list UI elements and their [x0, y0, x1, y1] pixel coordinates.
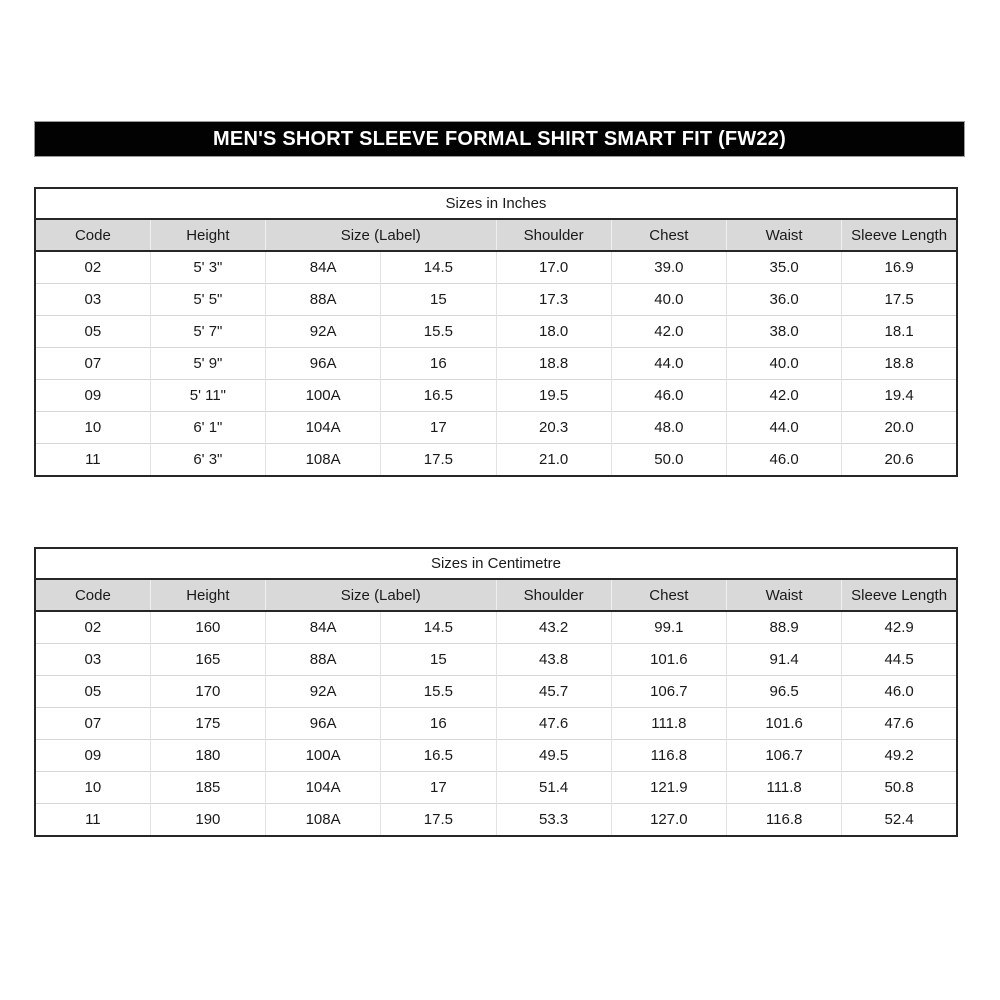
- table-cell: 18.1: [842, 316, 957, 348]
- table-cell: 111.8: [611, 708, 726, 740]
- table-cell: 09: [35, 740, 150, 772]
- table-cell: 51.4: [496, 772, 611, 804]
- table-cell: 104A: [266, 412, 381, 444]
- table-title-inches: Sizes in Inches: [35, 188, 957, 219]
- table-cell: 49.2: [842, 740, 957, 772]
- table-cell: 101.6: [611, 644, 726, 676]
- sizes-in-centimetre-table: [34, 547, 958, 837]
- table-cell: 14.5: [381, 611, 496, 644]
- product-title: MEN'S SHORT SLEEVE FORMAL SHIRT SMART FIT (FW22): [213, 127, 786, 150]
- col-header-chest: Chest: [611, 579, 726, 611]
- table-row: [35, 644, 957, 676]
- table-cell: 03: [35, 644, 150, 676]
- table-cell: 03: [35, 284, 150, 316]
- col-header-sleeve-length: Sleeve Length: [842, 579, 957, 611]
- col-header-code: Code: [35, 219, 150, 251]
- table-cell: 42.0: [727, 380, 842, 412]
- col-header-height: Height: [150, 219, 265, 251]
- table-cell: 96.5: [727, 676, 842, 708]
- table-cell: 180: [150, 740, 265, 772]
- table-cell: 02: [84, 619, 102, 636]
- table-cell: 17.3: [496, 284, 611, 316]
- table-title-row: [35, 548, 957, 579]
- table-cell: 100A: [266, 740, 381, 772]
- table-row: [35, 380, 957, 412]
- table-row: [35, 444, 957, 477]
- table-cell: 92A: [266, 676, 381, 708]
- table-row: [35, 412, 957, 444]
- table-cell: 165: [150, 644, 265, 676]
- table-cell: 6' 3": [150, 444, 265, 477]
- table-cell: 15: [381, 284, 496, 316]
- table-cell: 49.5: [496, 740, 611, 772]
- table-cell: 47.6: [842, 708, 957, 740]
- table-cell: 104A: [266, 772, 381, 804]
- table-row: [35, 251, 957, 284]
- table-cell: 15.5: [381, 316, 496, 348]
- col-header-size-label: Size (Label): [266, 219, 497, 251]
- table-cell: 20.6: [842, 444, 957, 477]
- table-cell: 05: [35, 676, 150, 708]
- table-cell: 50.8: [842, 772, 957, 804]
- col-header-waist: Waist: [727, 219, 842, 251]
- table-cell: 21.0: [496, 444, 611, 477]
- table-title-row: [35, 188, 957, 219]
- table-cell: 15: [381, 644, 496, 676]
- table-cell: 40.0: [727, 348, 842, 380]
- table-cell: 116.8: [611, 740, 726, 772]
- table-cell: 46.0: [727, 444, 842, 477]
- table-cell: 48.0: [611, 412, 726, 444]
- table-cell: 43.8: [496, 644, 611, 676]
- table-cell: 53.3: [496, 804, 611, 837]
- table-cell: 111.8: [727, 772, 842, 804]
- table-cell: 44.5: [842, 644, 957, 676]
- table-cell: 46.0: [842, 676, 957, 708]
- table-cell: 17.5: [381, 804, 496, 837]
- table-cell: 5' 3": [150, 251, 265, 284]
- table-row: [35, 611, 957, 644]
- table-cell: 5' 11": [150, 380, 265, 412]
- col-header-code: Code: [35, 579, 150, 611]
- table-cell: 16.5: [381, 740, 496, 772]
- table-cell: 96A: [266, 708, 381, 740]
- table-cell: 10: [35, 772, 150, 804]
- table-cell: 52.4: [842, 804, 957, 837]
- table-cell: 175: [150, 708, 265, 740]
- col-header-height: Height: [150, 579, 265, 611]
- col-header-size-label: Size (Label): [266, 579, 497, 611]
- table-cell: 19.5: [496, 380, 611, 412]
- table-cell: 160: [150, 611, 265, 644]
- table-cell: 45.7: [496, 676, 611, 708]
- table-cell: 36.0: [727, 284, 842, 316]
- table-cell: 5' 7": [150, 316, 265, 348]
- table-cell: 09: [35, 380, 150, 412]
- table-cell: 14.5: [381, 251, 496, 284]
- table-cell: 44.0: [727, 412, 842, 444]
- sizes-in-inches-table: [34, 187, 958, 477]
- table-cell: 43.2: [496, 611, 611, 644]
- table-cell: 170: [150, 676, 265, 708]
- table-cell: 10: [35, 412, 150, 444]
- table-cell: 84A: [266, 251, 381, 284]
- table-cell: 17: [381, 772, 496, 804]
- table-cell: 84A: [266, 611, 381, 644]
- table-cell: 17: [381, 412, 496, 444]
- table-row: [35, 804, 957, 837]
- table-cell: 101.6: [727, 708, 842, 740]
- table-cell: 5' 5": [150, 284, 265, 316]
- product-title-bar: [34, 121, 965, 157]
- table-cell: 91.4: [727, 644, 842, 676]
- table-row: [35, 676, 957, 708]
- table-cell: 18.0: [496, 316, 611, 348]
- table-cell: 11: [35, 444, 150, 477]
- table-cell: 185: [150, 772, 265, 804]
- table-cell: 5' 9": [150, 348, 265, 380]
- col-header-chest: Chest: [611, 219, 726, 251]
- table-cell: 11: [35, 804, 150, 837]
- table-cell: 50.0: [611, 444, 726, 477]
- col-header-sleeve-length: Sleeve Length: [842, 219, 957, 251]
- table-cell: 121.9: [611, 772, 726, 804]
- table-cell: 40.0: [611, 284, 726, 316]
- table-cell: 106.7: [611, 676, 726, 708]
- table-cell: 99.1: [611, 611, 726, 644]
- table-cell: 16.9: [842, 251, 957, 284]
- inches-table-body: [35, 251, 957, 476]
- table-cell: 106.7: [727, 740, 842, 772]
- table-cell: 19.4: [842, 380, 957, 412]
- table-cell: 35.0: [727, 251, 842, 284]
- table-row: [35, 316, 957, 348]
- table-cell: 17.5: [381, 444, 496, 477]
- table-cell: 96A: [266, 348, 381, 380]
- table-cell: 17.0: [496, 251, 611, 284]
- table-cell: 42.9: [842, 611, 957, 644]
- table-cell: 127.0: [611, 804, 726, 837]
- col-header-shoulder: Shoulder: [496, 219, 611, 251]
- table-cell: 190: [150, 804, 265, 837]
- col-header-shoulder: Shoulder: [496, 579, 611, 611]
- table-row: [35, 740, 957, 772]
- table-cell: 108A: [266, 804, 381, 837]
- table-cell: 47.6: [496, 708, 611, 740]
- table-cell: 05: [35, 316, 150, 348]
- table-title-centimetre: Sizes in Centimetre: [35, 548, 957, 579]
- table-row: [35, 348, 957, 380]
- table-cell: 88.9: [727, 611, 842, 644]
- table-cell: 100A: [266, 380, 381, 412]
- column-header-row: [35, 579, 957, 611]
- table-cell: 39.0: [611, 251, 726, 284]
- table-row: [35, 708, 957, 740]
- table-cell: 20.3: [496, 412, 611, 444]
- centimetre-table-body: [35, 611, 957, 836]
- table-cell: 92A: [266, 316, 381, 348]
- table-cell: 17.5: [842, 284, 957, 316]
- table-cell: 46.0: [611, 380, 726, 412]
- table-row: [35, 284, 957, 316]
- table-cell: 18.8: [496, 348, 611, 380]
- table-cell: 20.0: [842, 412, 957, 444]
- table-cell: 88A: [266, 284, 381, 316]
- table-cell: 07: [35, 708, 150, 740]
- table-row: [35, 772, 957, 804]
- table-cell: 38.0: [727, 316, 842, 348]
- table-cell: 116.8: [727, 804, 842, 837]
- table-cell: 16.5: [381, 380, 496, 412]
- table-cell: 02: [84, 259, 102, 276]
- table-cell: 15.5: [381, 676, 496, 708]
- column-header-row: [35, 219, 957, 251]
- col-header-waist: Waist: [727, 579, 842, 611]
- table-cell: 18.8: [842, 348, 957, 380]
- table-cell: 16: [381, 348, 496, 380]
- table-cell: 44.0: [611, 348, 726, 380]
- table-cell: 88A: [266, 644, 381, 676]
- table-cell: 6' 1": [150, 412, 265, 444]
- table-cell: 42.0: [611, 316, 726, 348]
- table-cell: 16: [381, 708, 496, 740]
- table-cell: 07: [35, 348, 150, 380]
- table-cell: 108A: [266, 444, 381, 477]
